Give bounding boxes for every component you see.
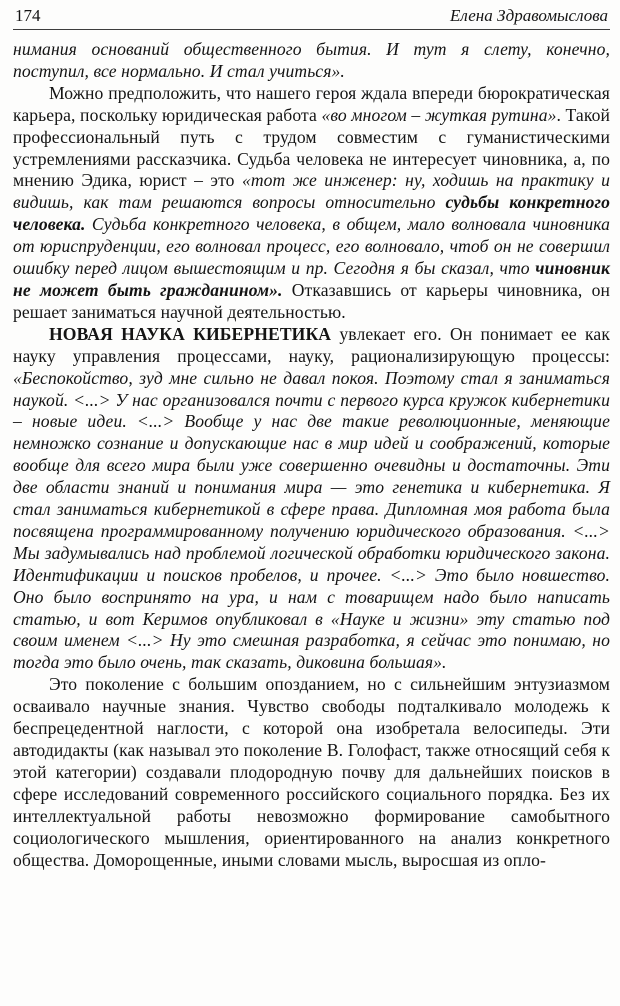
text-run: . Такой профессиональный путь с трудом совместим с гуманистическими устремлениями рассказчика. Судьба человека не интересует чиновника, а, по мнению Эдика, юрист – это — [13, 104, 611, 191]
text-run: увлекает его. Он понимает ее как науку управления процессами, науку, рационализирующую процессы: — [13, 323, 610, 366]
running-title: Елена Здравомыслова — [450, 6, 608, 25]
paragraph — [13, 674, 610, 871]
page-number: 174 — [15, 6, 41, 25]
text-run: «Беспокойство, зуд мне сильно не давал покоя. Поэтому стал я заниматься наукой. <...> У нас организовался почти с первого курса кружок кибернетики – новые идеи. <...> Вообще у нас две такие революционные, меняющие немножко сознание и допускающие нас в мир идей и соображений, которые вообще для всего мира были уже совершенно очевидны и достаточны. Эти две области знаний и понимания мира — это генетика и кибернетика. Я стал заниматься кибернетикой в сфере права. Дипломная моя работа была посвящена программированному получению юридического образования. <...> Мы задумывались над проблемой логической обработки юридического закона. Идентификации и поисков пробелов, и прочее. <...> Это было новшество. Оно было воспринято на ура, и нам с товарищем надо было написать статью, и вот Керимов опубликовал в «Науке и жизни» эту статью под своим именем <...> Ну это смешная разработка, я сейчас это понимаю, но тогда это было очень, так сказать, диковина большая». — [13, 367, 610, 673]
page-header — [13, 5, 610, 29]
page-body — [13, 39, 610, 871]
text-run: Можно предположить, что нашего героя ждала впереди бюрократическая карьера, поскольку юридическая работа — [13, 82, 610, 125]
text-run: чиновник не может быть гражданином». — [13, 258, 610, 300]
text-run: судьбы конкретного человека. — [13, 192, 610, 235]
text-run: Отказавшись от карьеры чиновника, он решает заниматься научной деятельностью. — [13, 279, 610, 322]
text-run: Судьба конкретного человека, в общем, мало волновала чиновника от юриспруденции, его волновал процесс, его волновало, чтоб он не совершил ошибку перед лицом вышестоящим и пр. Сегодня я бы сказал, что — [13, 214, 610, 279]
text-run: «во многом – жуткая рутина» — [321, 104, 557, 125]
text-run: НОВАЯ НАУКА КИБЕРНЕТИКА — [49, 323, 332, 344]
header-rule — [13, 29, 610, 30]
paragraph — [13, 39, 610, 83]
paragraph — [13, 83, 610, 324]
text-run: нимания оснований общественного бытия. И тут я слету, конечно, поступил, все нормально. И стал учиться». — [13, 39, 610, 81]
text-run: Это поколение с большим опозданием, но с сильнейшим энтузиазмом осваивало научные знания. Чувство свободы подталкивало молодежь к беспрецедентной наглости, с которой она изобретала велосипеды. Эти автодидакты (как называл это поколение В. Голофаст, также относящий себя к этой категории) создавали плодородную почву для дальнейших поисков в сфере исследований современного российского социального порядка. Без их интеллектуальной работы невозможно формирование самобытного социологического мышления, ориентированного на анализ конкретного общества. Доморощенные, иными словами мысль, выросшая из опло- — [13, 674, 610, 870]
paragraph — [13, 324, 610, 675]
text-run: «тот же инженер: ну, ходишь на практику и видишь, как там решаются вопросы относительно — [13, 170, 610, 213]
